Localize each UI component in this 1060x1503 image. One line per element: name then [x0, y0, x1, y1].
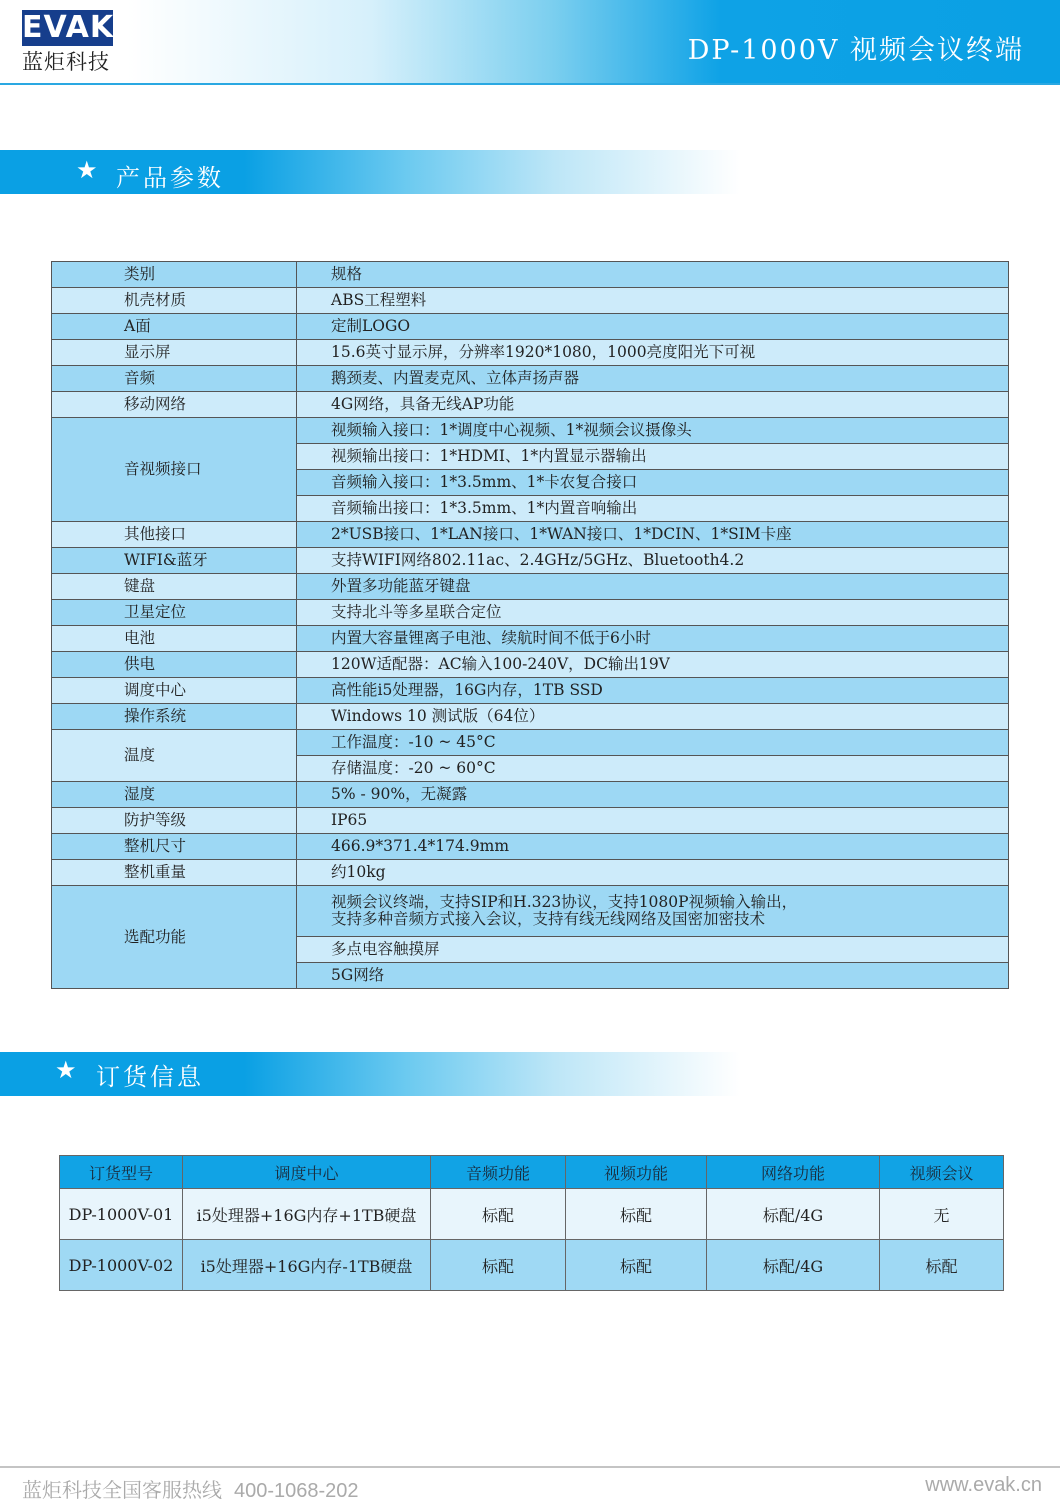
section-title: 产品参数	[116, 164, 224, 192]
spec-key: 卫星定位	[52, 600, 297, 626]
table-row	[52, 574, 1009, 600]
spec-key: 电池	[52, 626, 297, 652]
spec-key: 移动网络	[52, 392, 297, 418]
spec-key: 音视频接口	[52, 418, 297, 522]
hotline	[22, 1474, 359, 1503]
column-header: 调度中心	[183, 1156, 431, 1189]
column-header: 音频功能	[431, 1156, 566, 1189]
spec-key: 供电	[52, 652, 297, 678]
spec-value: 5% - 90%，无凝露	[297, 782, 1009, 808]
table-cell: i5处理器+16G内存-1TB硬盘	[183, 1240, 431, 1291]
table-row	[52, 548, 1009, 574]
column-header: 订货型号	[60, 1156, 183, 1189]
spec-table	[51, 261, 1009, 989]
spec-value: 定制LOGO	[297, 314, 1009, 340]
order-table	[59, 1155, 1004, 1291]
hotline-number: 400-1068-202	[234, 1480, 359, 1502]
spec-value: 15.6英寸显示屏，分辨率1920*1080，1000亮度阳光下可视	[297, 340, 1009, 366]
spec-value: 支持WIFI网络802.11ac、2.4GHz/5GHz、Bluetooth4.2	[297, 548, 1009, 574]
spec-value: 120W适配器：AC输入100-240V，DC输出19V	[297, 652, 1009, 678]
table-row	[52, 886, 1009, 937]
table-row	[52, 600, 1009, 626]
spec-key: 调度中心	[52, 678, 297, 704]
table-row	[52, 340, 1009, 366]
spec-key: 键盘	[52, 574, 297, 600]
table-row	[52, 782, 1009, 808]
table-cell: 标配	[431, 1189, 566, 1240]
table-row	[60, 1189, 1004, 1240]
header-divider	[0, 83, 1060, 85]
table-row	[52, 418, 1009, 444]
table-cell: 标配	[431, 1240, 566, 1291]
spec-value: 存储温度：-20 ~ 60°C	[297, 756, 1009, 782]
spec-value: 内置大容量锂离子电池、续航时间不低于6小时	[297, 626, 1009, 652]
table-row	[52, 366, 1009, 392]
spec-value: IP65	[297, 808, 1009, 834]
spec-key: 选配功能	[52, 886, 297, 989]
table-cell: i5处理器+16G内存+1TB硬盘	[183, 1189, 431, 1240]
spec-value-line: 视频会议终端，支持SIP和H.323协议，支持1080P视频输入输出，	[331, 893, 798, 911]
table-row	[52, 314, 1009, 340]
table-row	[52, 704, 1009, 730]
hotline-label: 蓝炬科技全国客服热线	[22, 1478, 222, 1502]
spec-value: 工作温度：-10 ~ 45°C	[297, 730, 1009, 756]
table-header-row	[52, 262, 1009, 288]
spec-value: 高性能i5处理器，16G内存，1TB SSD	[297, 678, 1009, 704]
table-cell: 标配	[566, 1240, 707, 1291]
spec-value: 4G网络，具备无线AP功能	[297, 392, 1009, 418]
spec-value	[297, 886, 1009, 937]
spec-value: ABS工程塑料	[297, 288, 1009, 314]
column-header: 网络功能	[707, 1156, 880, 1189]
table-row	[52, 808, 1009, 834]
spec-value: 外置多功能蓝牙键盘	[297, 574, 1009, 600]
spec-key: WIFI&蓝牙	[52, 548, 297, 574]
spec-value: 多点电容触摸屏	[297, 937, 1009, 963]
table-cell: 无	[880, 1189, 1004, 1240]
website-link[interactable]: www.evak.cn	[925, 1474, 1042, 1496]
footer-divider	[0, 1466, 1060, 1468]
column-header: 视频会议	[880, 1156, 1004, 1189]
spec-value: 5G网络	[297, 963, 1009, 989]
table-row	[52, 678, 1009, 704]
section-title: 订货信息	[96, 1063, 204, 1091]
table-row	[52, 834, 1009, 860]
spec-value: Windows 10 测试版（64位）	[297, 704, 1009, 730]
spec-key: A面	[52, 314, 297, 340]
table-row	[52, 522, 1009, 548]
table-cell: 标配	[566, 1189, 707, 1240]
spec-value: 音频输出接口：1*3.5mm、1*内置音响输出	[297, 496, 1009, 522]
table-row	[60, 1240, 1004, 1291]
star-icon: ★	[55, 1056, 77, 1084]
document-title: DP-1000V 视频会议终端	[687, 35, 1024, 66]
section-header-ordering	[0, 1052, 740, 1096]
table-row	[52, 288, 1009, 314]
table-row	[52, 652, 1009, 678]
model-cell: DP-1000V-02	[60, 1240, 183, 1291]
table-row	[52, 730, 1009, 756]
spec-key: 湿度	[52, 782, 297, 808]
spec-key: 温度	[52, 730, 297, 782]
section-header-specs	[0, 150, 740, 194]
table-cell: 标配	[880, 1240, 1004, 1291]
spec-value: 466.9*371.4*174.9mm	[297, 834, 1009, 860]
spec-key: 音频	[52, 366, 297, 392]
spec-value: 2*USB接口、1*LAN接口、1*WAN接口、1*DCIN、1*SIM卡座	[297, 522, 1009, 548]
spec-key: 防护等级	[52, 808, 297, 834]
spec-value: 音频输入接口：1*3.5mm、1*卡农复合接口	[297, 470, 1009, 496]
spec-value: 支持北斗等多星联合定位	[297, 600, 1009, 626]
model-cell: DP-1000V-01	[60, 1189, 183, 1240]
column-header: 视频功能	[566, 1156, 707, 1189]
table-header-row	[60, 1156, 1004, 1189]
spec-value-line: 支持多种音频方式接入会议，支持有线无线网络及国密加密技术	[331, 910, 766, 928]
column-header: 规格	[297, 262, 1009, 288]
column-header: 类别	[52, 262, 297, 288]
table-cell: 标配/4G	[707, 1240, 880, 1291]
spec-value: 视频输出接口：1*HDMI、1*内置显示器输出	[297, 444, 1009, 470]
table-row	[52, 392, 1009, 418]
spec-value: 约10kg	[297, 860, 1009, 886]
spec-value: 鹅颈麦、内置麦克风、立体声扬声器	[297, 366, 1009, 392]
spec-key: 显示屏	[52, 340, 297, 366]
spec-key: 整机重量	[52, 860, 297, 886]
spec-key: 操作系统	[52, 704, 297, 730]
company-name: 蓝炬科技	[22, 50, 110, 74]
table-cell: 标配/4G	[707, 1189, 880, 1240]
spec-key: 其他接口	[52, 522, 297, 548]
spec-key: 机壳材质	[52, 288, 297, 314]
spec-value: 视频输入接口：1*调度中心视频、1*视频会议摄像头	[297, 418, 1009, 444]
spec-key: 整机尺寸	[52, 834, 297, 860]
table-row	[52, 626, 1009, 652]
table-row	[52, 860, 1009, 886]
company-logo: EVAK	[22, 10, 115, 45]
star-icon: ★	[76, 156, 98, 184]
